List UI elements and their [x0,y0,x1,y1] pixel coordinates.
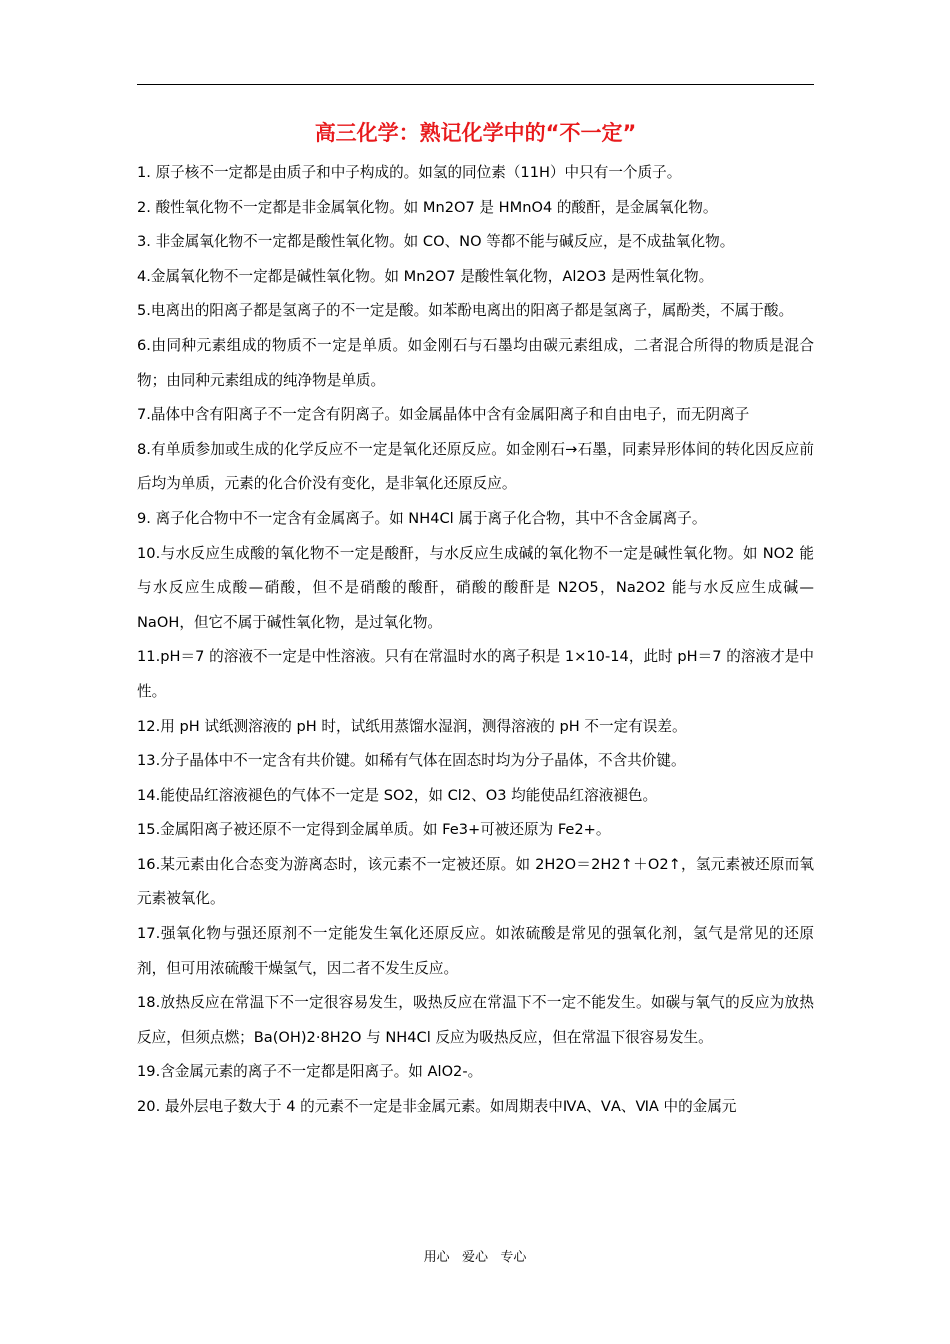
list-item: 1. 原子核不一定都是由质子和中子构成的。如氢的同位素（11H）中只有一个质子。 [137,164,682,181]
list-item: 7.晶体中含有阳离子不一定含有阴离子。如金属晶体中含有金属阳离子和自由电子，而无阴离子 [137,406,750,424]
list-item: 9. 离子化合物中不一定含有金属离子。如 NH4Cl 属于离子化合物，其中不含金属离子。 [137,509,707,527]
list-item: 17.强氧化物与强还原剂不一定能发生氧化还原反应。如浓硫酸是常见的强氧化剂，氢气是常见的还原剂，但可用浓硫酸干燥氢气，因二者不发生反应。 [137,925,814,977]
header-rule [137,84,814,85]
list-item: 14.能使品红溶液褪色的气体不一定是 SO2，如 Cl2、O3 均能使品红溶液褪色。 [137,786,658,804]
list-item: 3. 非金属氧化物不一定都是酸性氧化物。如 CO、NO 等都不能与碱反应，是不成盐氧化物。 [137,233,735,251]
list-item: 2. 酸性氧化物不一定都是非金属氧化物。如 Mn2O7 是 HMnO4 的酸酐，是金属氧化物。 [137,198,718,216]
list-item: 10.与水反应生成酸的氧化物不一定是酸酐，与水反应生成碱的氧化物不一定是碱性氧化物。如 NO2 能与水反应生成酸—硝酸，但不是硝酸的酸酐，硝酸的酸酐是 N2O5，Na2O2 能与水反应生成碱—NaOH，但它不属于碱性氧化物，是过氧化物。 [137,544,814,631]
document-title: 高三化学：熟记化学中的“不一定” [314,121,637,145]
list-item: 13.分子晶体中不一定含有共价键。如稀有气体在固态时均为分子晶体，不含共价键。 [137,752,686,770]
list-item: 16.某元素由化合态变为游离态时，该元素不一定被还原。如 2H2O＝2H2↑＋O2↑，氢元素被还原而氧元素被氧化。 [137,855,814,908]
document-body [137,156,814,1125]
list-item: 5.电离出的阳离子都是氢离子的不一定是酸。如苯酚电离出的阳离子都是氢离子，属酚类，不属于酸。 [137,302,794,320]
list-item: 20. 最外层电子数大于 4 的元素不一定是非金属元素。如周期表中ⅣA、ⅤA、ⅥA 中的金属元 [137,1098,737,1116]
list-item: 15.金属阳离子被还原不一定得到金属单质。如 Fe3+可被还原为 Fe2+。 [137,821,611,839]
list-item: 18.放热反应在常温下不一定很容易发生，吸热反应在常温下不一定不能发生。如碳与氧气的反应为放热反应，但须点燃；Ba(OH)2·8H2O 与 NH4Cl 反应为吸热反应，但在常温下很容易发生。 [137,994,814,1046]
list-item: 12.用 pH 试纸测溶液的 pH 时，试纸用蒸馏水湿润，测得溶液的 pH 不一定有误差。 [137,717,687,735]
list-item: 4.金属氧化物不一定都是碱性氧化物。如 Mn2O7 是酸性氧化物，Al2O3 是两性氧化物。 [137,267,714,285]
list-item: 19.含金属元素的离子不一定都是阳离子。如 AlO2-。 [137,1063,483,1081]
page-footer: 用心 爱心 专心 [423,1250,527,1265]
list-item: 11.pH＝7 的溶液不一定是中性溶液。只有在常温时水的离子积是 1×10-14，此时 pH＝7 的溶液才是中性。 [137,648,814,700]
list-item: 6.由同种元素组成的物质不一定是单质。如金刚石与石墨均由碳元素组成，二者混合所得的物质是混合物；由同种元素组成的纯净物是单质。 [137,336,814,389]
list-item: 8.有单质参加或生成的化学反应不一定是氧化还原反应。如金刚石→石墨，同素异形体间的转化因反应前后均为单质，元素的化合价没有变化，是非氧化还原反应。 [137,440,814,493]
